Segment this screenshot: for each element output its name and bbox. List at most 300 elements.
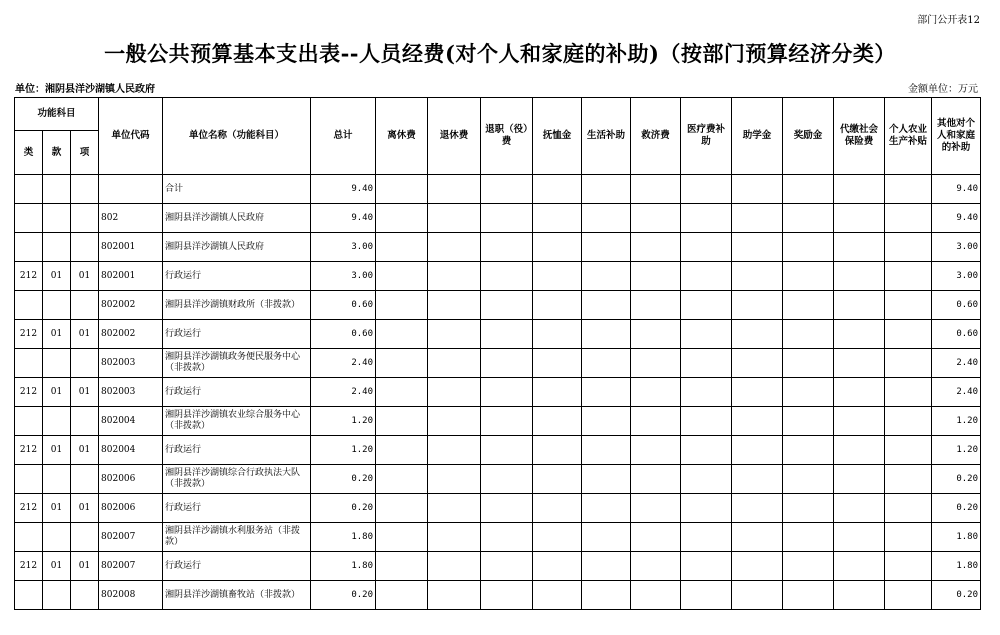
cell-tuizhi (481, 233, 533, 262)
cell-zhuxue (732, 320, 783, 349)
cell-kuan: 01 (43, 262, 71, 291)
cell-total: 0.20 (311, 494, 376, 523)
cell-unit-code: 802003 (99, 349, 163, 378)
cell-tuixiu (428, 494, 481, 523)
cell-jiangli (783, 320, 834, 349)
cell-tuizhi (481, 291, 533, 320)
cell-yiliao (681, 436, 732, 465)
cell-nongye (885, 175, 932, 204)
header-row-1 (15, 98, 981, 131)
cell-tuizhi (481, 436, 533, 465)
cell-total: 9.40 (311, 175, 376, 204)
table-code: 部门公开表12 (917, 15, 980, 26)
cell-qita: 0.20 (932, 465, 981, 494)
table-row (15, 291, 981, 320)
cell-daijiao (834, 233, 885, 262)
cell-jiuji (631, 581, 681, 610)
cell-unit-name: 湘阴县洋沙湖镇农业综合服务中心（非拨款） (163, 407, 311, 436)
cell-tuizhi (481, 581, 533, 610)
cell-unit-name: 行政运行 (163, 552, 311, 581)
cell-total: 1.80 (311, 523, 376, 552)
cell-tuixiu (428, 436, 481, 465)
cell-yiliao (681, 465, 732, 494)
cell-nongye (885, 436, 932, 465)
cell-jiangli (783, 204, 834, 233)
table-row (15, 552, 981, 581)
cell-qita: 3.00 (932, 262, 981, 291)
cell-unit-code: 802004 (99, 407, 163, 436)
cell-fuxu (533, 523, 582, 552)
cell-nongye (885, 552, 932, 581)
col-jiangli: 奖励金 (783, 98, 834, 175)
cell-kuan (43, 407, 71, 436)
cell-unit-code (99, 175, 163, 204)
cell-unit-code: 802001 (99, 233, 163, 262)
cell-shenghuo (582, 175, 631, 204)
cell-fuxu (533, 349, 582, 378)
col-kuan: 款 (43, 131, 71, 175)
cell-tuixiu (428, 291, 481, 320)
cell-daijiao (834, 175, 885, 204)
table-row (15, 436, 981, 465)
cell-zhuxue (732, 465, 783, 494)
cell-lixiu (376, 378, 428, 407)
amount-unit-label: 金额单位：万元 (908, 84, 978, 95)
cell-unit-name: 湘阴县洋沙湖镇人民政府 (163, 233, 311, 262)
cell-qita: 1.80 (932, 523, 981, 552)
cell-tuizhi (481, 523, 533, 552)
cell-unit-code: 802004 (99, 436, 163, 465)
cell-yiliao (681, 320, 732, 349)
cell-zhuxue (732, 581, 783, 610)
cell-jiuji (631, 204, 681, 233)
col-nongye: 个人农业生产补贴 (885, 98, 932, 175)
cell-jiangli (783, 291, 834, 320)
cell-jiangli (783, 378, 834, 407)
cell-unit-name: 湘阴县洋沙湖镇水利服务站（非拨款） (163, 523, 311, 552)
cell-unit-name: 合计 (163, 175, 311, 204)
cell-fuxu (533, 262, 582, 291)
cell-kuan (43, 465, 71, 494)
table-row (15, 494, 981, 523)
cell-daijiao (834, 320, 885, 349)
cell-nongye (885, 581, 932, 610)
col-func-subject: 功能科目 (15, 98, 99, 131)
cell-kuan (43, 523, 71, 552)
cell-nongye (885, 262, 932, 291)
cell-shenghuo (582, 233, 631, 262)
cell-shenghuo (582, 552, 631, 581)
cell-total: 3.00 (311, 233, 376, 262)
col-unit-name: 单位名称（功能科目） (163, 98, 311, 175)
cell-xiang (71, 581, 99, 610)
cell-qita: 0.20 (932, 494, 981, 523)
cell-shenghuo (582, 523, 631, 552)
cell-zhuxue (732, 233, 783, 262)
cell-unit-name: 湘阴县洋沙湖镇畜牧站（非拨款） (163, 581, 311, 610)
cell-jiuji (631, 494, 681, 523)
cell-fuxu (533, 581, 582, 610)
cell-tuixiu (428, 552, 481, 581)
cell-jiangli (783, 523, 834, 552)
cell-tuizhi (481, 465, 533, 494)
cell-tuixiu (428, 262, 481, 291)
cell-jiangli (783, 349, 834, 378)
cell-tuizhi (481, 407, 533, 436)
cell-xiang (71, 465, 99, 494)
cell-tuizhi (481, 349, 533, 378)
cell-qita: 1.80 (932, 552, 981, 581)
cell-lixiu (376, 523, 428, 552)
cell-daijiao (834, 204, 885, 233)
cell-shenghuo (582, 581, 631, 610)
cell-unit-code: 802007 (99, 552, 163, 581)
cell-xiang (71, 291, 99, 320)
cell-tuixiu (428, 465, 481, 494)
cell-unit-name: 湘阴县洋沙湖镇政务便民服务中心（非拨款） (163, 349, 311, 378)
cell-jiuji (631, 233, 681, 262)
cell-yiliao (681, 291, 732, 320)
cell-jiuji (631, 407, 681, 436)
cell-jiuji (631, 436, 681, 465)
cell-nongye (885, 349, 932, 378)
cell-lixiu (376, 552, 428, 581)
cell-daijiao (834, 436, 885, 465)
cell-lei (15, 465, 43, 494)
cell-daijiao (834, 552, 885, 581)
cell-unit-code: 802003 (99, 378, 163, 407)
cell-fuxu (533, 378, 582, 407)
cell-fuxu (533, 407, 582, 436)
cell-unit-name: 行政运行 (163, 378, 311, 407)
cell-tuixiu (428, 378, 481, 407)
cell-total: 1.20 (311, 436, 376, 465)
cell-zhuxue (732, 291, 783, 320)
cell-jiangli (783, 552, 834, 581)
cell-shenghuo (582, 291, 631, 320)
cell-unit-code: 802008 (99, 581, 163, 610)
cell-yiliao (681, 523, 732, 552)
table-row (15, 204, 981, 233)
cell-qita: 2.40 (932, 349, 981, 378)
cell-lixiu (376, 320, 428, 349)
table-row (15, 233, 981, 262)
cell-total: 3.00 (311, 262, 376, 291)
cell-tuizhi (481, 378, 533, 407)
cell-kuan: 01 (43, 552, 71, 581)
cell-lixiu (376, 233, 428, 262)
cell-lixiu (376, 175, 428, 204)
cell-qita: 9.40 (932, 175, 981, 204)
cell-yiliao (681, 262, 732, 291)
cell-jiuji (631, 552, 681, 581)
cell-tuixiu (428, 204, 481, 233)
cell-tuixiu (428, 407, 481, 436)
table-row (15, 378, 981, 407)
cell-yiliao (681, 204, 732, 233)
cell-kuan (43, 204, 71, 233)
cell-xiang (71, 407, 99, 436)
cell-zhuxue (732, 552, 783, 581)
cell-unit-name: 行政运行 (163, 436, 311, 465)
cell-yiliao (681, 552, 732, 581)
cell-daijiao (834, 407, 885, 436)
cell-nongye (885, 204, 932, 233)
cell-tuizhi (481, 552, 533, 581)
cell-daijiao (834, 291, 885, 320)
cell-fuxu (533, 291, 582, 320)
cell-lei (15, 349, 43, 378)
cell-yiliao (681, 233, 732, 262)
cell-fuxu (533, 233, 582, 262)
cell-tuixiu (428, 175, 481, 204)
cell-tuixiu (428, 581, 481, 610)
cell-lei: 212 (15, 494, 43, 523)
col-jiuji: 救济费 (631, 98, 681, 175)
cell-xiang: 01 (71, 494, 99, 523)
cell-jiuji (631, 262, 681, 291)
cell-tuizhi (481, 175, 533, 204)
cell-jiangli (783, 233, 834, 262)
cell-jiangli (783, 407, 834, 436)
cell-qita: 1.20 (932, 407, 981, 436)
cell-total: 1.20 (311, 407, 376, 436)
col-fuxu: 抚恤金 (533, 98, 582, 175)
cell-zhuxue (732, 436, 783, 465)
cell-lixiu (376, 494, 428, 523)
cell-lixiu (376, 581, 428, 610)
cell-jiangli (783, 262, 834, 291)
cell-kuan: 01 (43, 378, 71, 407)
cell-fuxu (533, 465, 582, 494)
cell-kuan: 01 (43, 436, 71, 465)
col-lei: 类 (15, 131, 43, 175)
table-row (15, 581, 981, 610)
cell-daijiao (834, 349, 885, 378)
cell-lixiu (376, 349, 428, 378)
cell-fuxu (533, 494, 582, 523)
cell-total: 9.40 (311, 204, 376, 233)
cell-shenghuo (582, 262, 631, 291)
cell-shenghuo (582, 436, 631, 465)
cell-unit-code: 802 (99, 204, 163, 233)
cell-qita: 0.60 (932, 291, 981, 320)
cell-xiang: 01 (71, 552, 99, 581)
cell-tuixiu (428, 523, 481, 552)
col-lixiu: 离休费 (376, 98, 428, 175)
cell-jiuji (631, 320, 681, 349)
cell-nongye (885, 320, 932, 349)
cell-zhuxue (732, 349, 783, 378)
cell-xiang (71, 349, 99, 378)
cell-kuan (43, 233, 71, 262)
cell-fuxu (533, 320, 582, 349)
cell-total: 2.40 (311, 349, 376, 378)
cell-kuan (43, 581, 71, 610)
cell-zhuxue (732, 262, 783, 291)
cell-nongye (885, 233, 932, 262)
cell-kuan (43, 349, 71, 378)
cell-unit-code: 802002 (99, 320, 163, 349)
col-zhuxue: 助学金 (732, 98, 783, 175)
cell-jiangli (783, 465, 834, 494)
cell-shenghuo (582, 407, 631, 436)
cell-unit-code: 802006 (99, 494, 163, 523)
cell-total: 0.60 (311, 291, 376, 320)
col-xiang: 项 (71, 131, 99, 175)
cell-jiangli (783, 175, 834, 204)
cell-lei: 212 (15, 552, 43, 581)
cell-lei (15, 204, 43, 233)
cell-qita: 0.60 (932, 320, 981, 349)
cell-tuixiu (428, 349, 481, 378)
cell-yiliao (681, 349, 732, 378)
cell-lei (15, 523, 43, 552)
cell-fuxu (533, 552, 582, 581)
table-row (15, 523, 981, 552)
cell-total: 0.20 (311, 465, 376, 494)
cell-qita: 9.40 (932, 204, 981, 233)
cell-yiliao (681, 175, 732, 204)
cell-zhuxue (732, 407, 783, 436)
table-row (15, 407, 981, 436)
col-yiliao: 医疗费补助 (681, 98, 732, 175)
page-title: 一般公共预算基本支出表--人员经费(对个人和家庭的补助)（按部门预算经济分类） (104, 41, 896, 66)
cell-qita: 0.20 (932, 581, 981, 610)
cell-total: 0.60 (311, 320, 376, 349)
cell-unit-name: 行政运行 (163, 494, 311, 523)
cell-daijiao (834, 378, 885, 407)
cell-xiang: 01 (71, 378, 99, 407)
cell-yiliao (681, 378, 732, 407)
cell-lei: 212 (15, 378, 43, 407)
cell-lixiu (376, 407, 428, 436)
cell-lei (15, 407, 43, 436)
cell-unit-name: 湘阴县洋沙湖镇财政所（非拨款） (163, 291, 311, 320)
cell-tuixiu (428, 233, 481, 262)
cell-unit-code: 802001 (99, 262, 163, 291)
cell-lei: 212 (15, 320, 43, 349)
cell-jiuji (631, 523, 681, 552)
table-row (15, 175, 981, 204)
cell-nongye (885, 407, 932, 436)
cell-yiliao (681, 494, 732, 523)
cell-total: 2.40 (311, 378, 376, 407)
cell-zhuxue (732, 378, 783, 407)
cell-nongye (885, 465, 932, 494)
cell-zhuxue (732, 175, 783, 204)
cell-lei: 212 (15, 436, 43, 465)
cell-shenghuo (582, 320, 631, 349)
cell-unit-name: 行政运行 (163, 320, 311, 349)
cell-shenghuo (582, 378, 631, 407)
cell-lixiu (376, 262, 428, 291)
cell-xiang: 01 (71, 320, 99, 349)
cell-nongye (885, 378, 932, 407)
col-daijiao: 代缴社会保险费 (834, 98, 885, 175)
cell-yiliao (681, 407, 732, 436)
cell-lei (15, 581, 43, 610)
cell-daijiao (834, 494, 885, 523)
cell-xiang (71, 233, 99, 262)
cell-xiang: 01 (71, 262, 99, 291)
cell-lei (15, 175, 43, 204)
cell-jiuji (631, 175, 681, 204)
cell-jiuji (631, 349, 681, 378)
cell-lixiu (376, 436, 428, 465)
cell-kuan: 01 (43, 494, 71, 523)
cell-unit-name: 行政运行 (163, 262, 311, 291)
cell-xiang (71, 523, 99, 552)
cell-jiuji (631, 465, 681, 494)
cell-lei (15, 233, 43, 262)
col-shenghuo: 生活补助 (582, 98, 631, 175)
cell-lei: 212 (15, 262, 43, 291)
table-row (15, 262, 981, 291)
table-row (15, 465, 981, 494)
cell-shenghuo (582, 349, 631, 378)
cell-jiangli (783, 581, 834, 610)
cell-daijiao (834, 465, 885, 494)
cell-tuizhi (481, 320, 533, 349)
cell-total: 0.20 (311, 581, 376, 610)
cell-daijiao (834, 523, 885, 552)
cell-unit-name: 湘阴县洋沙湖镇人民政府 (163, 204, 311, 233)
cell-qita: 1.20 (932, 436, 981, 465)
cell-lixiu (376, 291, 428, 320)
col-tuixiu: 退休费 (428, 98, 481, 175)
cell-fuxu (533, 175, 582, 204)
cell-unit-code: 802007 (99, 523, 163, 552)
cell-jiangli (783, 436, 834, 465)
cell-shenghuo (582, 204, 631, 233)
cell-yiliao (681, 581, 732, 610)
table-row (15, 320, 981, 349)
cell-nongye (885, 494, 932, 523)
cell-lei (15, 291, 43, 320)
cell-kuan: 01 (43, 320, 71, 349)
col-unit-code: 单位代码 (99, 98, 163, 175)
cell-total: 1.80 (311, 552, 376, 581)
cell-unit-code: 802002 (99, 291, 163, 320)
cell-tuizhi (481, 204, 533, 233)
cell-jiuji (631, 378, 681, 407)
cell-shenghuo (582, 465, 631, 494)
cell-tuizhi (481, 494, 533, 523)
cell-unit-name: 湘阴县洋沙湖镇综合行政执法大队（非拨款） (163, 465, 311, 494)
expenditure-table (14, 97, 981, 610)
cell-fuxu (533, 204, 582, 233)
cell-xiang: 01 (71, 436, 99, 465)
col-total: 总计 (311, 98, 376, 175)
cell-nongye (885, 291, 932, 320)
cell-lixiu (376, 465, 428, 494)
cell-kuan (43, 291, 71, 320)
cell-daijiao (834, 262, 885, 291)
col-tuizhi: 退职（役）费 (481, 98, 533, 175)
col-qita: 其他对个人和家庭的补助 (932, 98, 981, 175)
cell-xiang (71, 175, 99, 204)
cell-kuan (43, 175, 71, 204)
cell-zhuxue (732, 494, 783, 523)
cell-zhuxue (732, 523, 783, 552)
cell-unit-code: 802006 (99, 465, 163, 494)
cell-xiang (71, 204, 99, 233)
cell-shenghuo (582, 494, 631, 523)
cell-tuizhi (481, 262, 533, 291)
cell-jiuji (631, 291, 681, 320)
cell-lixiu (376, 204, 428, 233)
